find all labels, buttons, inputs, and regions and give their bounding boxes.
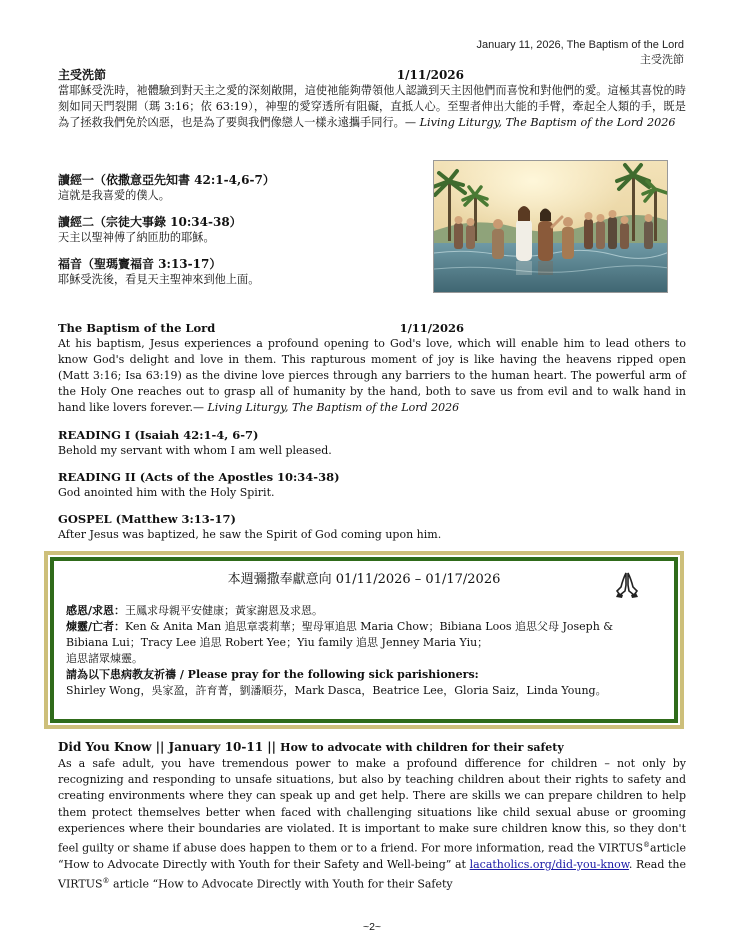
chinese-date: 1/11/2026 <box>396 68 464 82</box>
souls-intentions-end: 追思諸眾煉靈。 <box>66 652 143 665</box>
english-reading-2: READING II (Acts of the Apostles 10:34-38) God anointed him with the Holy Spirit. <box>58 470 340 499</box>
sick-label: 請為以下患病教友祈禱 / Please pray for the following sick parishioners: <box>66 668 479 681</box>
english-paragraph: At his baptism, Jesus experiences a profound opening to God's love, which will enable him to lead others to know God's delight and love in them. This rapturous moment of joy is like having the heavens ripped open (Matt 3:16; Isa 63:19) as the divine love pierces through any barriers to the human heart. The powerful arm of the Holy One reaches out to grasp all of humanity by the hand, both to save us from evil and to walk hand in hand like lovers forever.— Living Liturgy, The Baptism of the Lord 2026 <box>58 337 686 414</box>
sick-list: Shirley Wong，吳家盈，許育菁，劉潘順芬，Mark Dasca，Beatrice Lee，Gloria Saiz，Linda Young。 <box>66 684 607 697</box>
chinese-reflection <box>58 67 686 131</box>
header-date-line: January 11, 2026, The Baptism of the Lord <box>476 39 684 51</box>
baptism-painting <box>433 160 668 293</box>
english-readings <box>58 428 686 554</box>
chinese-reading-1: 讀經一（依撒意亞先知書 42:1-4,6-7） 這就是我喜愛的僕人。 <box>58 173 275 202</box>
english-title: The Baptism of the Lord <box>58 321 216 335</box>
english-reflection <box>58 320 686 416</box>
did-you-know-section <box>58 739 686 893</box>
souls-intentions-cont: Bibiana Lui；Tracy Lee 追思 Robert Yee；Yiu family 追思 Jenney Maria Yiu； <box>66 636 489 649</box>
thanks-intentions: 感恩/求恩：王鳳求母親平安健康；黃家謝恩及求恩。 <box>66 604 324 617</box>
page-number: ~2~ <box>362 921 382 933</box>
chinese-source: Living Liturgy, The Baptism of the Lord 2026 <box>419 116 676 129</box>
english-source: Living Liturgy, The Baptism of the Lord 2026 <box>207 401 460 414</box>
chinese-paragraph: 當耶穌受洗時，祂體驗到對天主之愛的深刻敞開，這使祂能夠帶領他人認識到天主因他們而喜悅和對他們的愛。這極其喜悅的時刻如同天門裂開（瑪 3:16；依 63:19），神聖的愛穿透所有阻礙，直抵人心。至聖者伸出大能的手臂，牽起全人類的手，既是為了拯救我們免於凶惡，也是為了要與我們像戀人一樣永遠攜手同行。— Living Liturgy, The Baptism of the Lord 2026 <box>58 84 686 129</box>
chinese-gospel: 福音（聖瑪竇福音 3:13-17） 耶穌受洗後，看見天主聖神來到他上面。 <box>58 257 260 286</box>
header-feast-line: 主受洗節 <box>640 54 684 66</box>
english-date: 1/11/2026 <box>399 321 464 335</box>
did-you-know-link[interactable]: lacatholics.org/did-you-know <box>469 857 629 871</box>
english-reading-1: READING I (Isaiah 42:1-4, 6-7) Behold my servant with whom I am well pleased. <box>58 428 332 457</box>
page-header <box>476 38 684 68</box>
mass-intentions-title: 本週彌撒奉獻意向 01/11/2026 – 01/17/2026 <box>227 572 501 587</box>
did-you-know-title: Did You Know || January 10-11 || How to advocate with children for their safety <box>58 740 564 754</box>
english-gospel: GOSPEL (Matthew 3:13-17) After Jesus was baptized, he saw the Spirit of God coming upon him. <box>58 512 442 541</box>
souls-intentions: 煉靈/亡者：Ken & Anita Man 追思章裘莉華；聖母軍追思 Maria Chow；Bibiana Loos 追思父母 Joseph & <box>66 620 614 633</box>
did-you-know-paragraph: As a safe adult, you have tremendous power to make a profound difference for children – not only by recognizing and responding to unsafe situations, but also by teaching children about their rights to safety and creating environments where they can speak up and get help. There are skills we can prepare children to help them protect themselves better when faced with challenging situations like child sexual abuse or grooming experiences where their boundaries are violated. It is important to make sure children know this, so they don't feel guilty or shame if abuse does happen to them or to a friend. For more information, read the VIRTUS®article “How to Advocate Directly with Youth for their Safety and Well-being” at lacatholics.org/did-you-know. Read the VIRTUS® article “How to Advocate Directly with Youth for their Safety <box>58 757 687 891</box>
praying-hands-icon <box>614 571 640 599</box>
chinese-readings <box>58 172 418 298</box>
chinese-title: 主受洗節 <box>58 68 107 82</box>
mass-intentions-box <box>44 551 684 729</box>
chinese-reading-2: 讀經二（宗徒大事錄 10:34-38） 天主以聖神傅了納匝肋的耶穌。 <box>58 215 242 244</box>
